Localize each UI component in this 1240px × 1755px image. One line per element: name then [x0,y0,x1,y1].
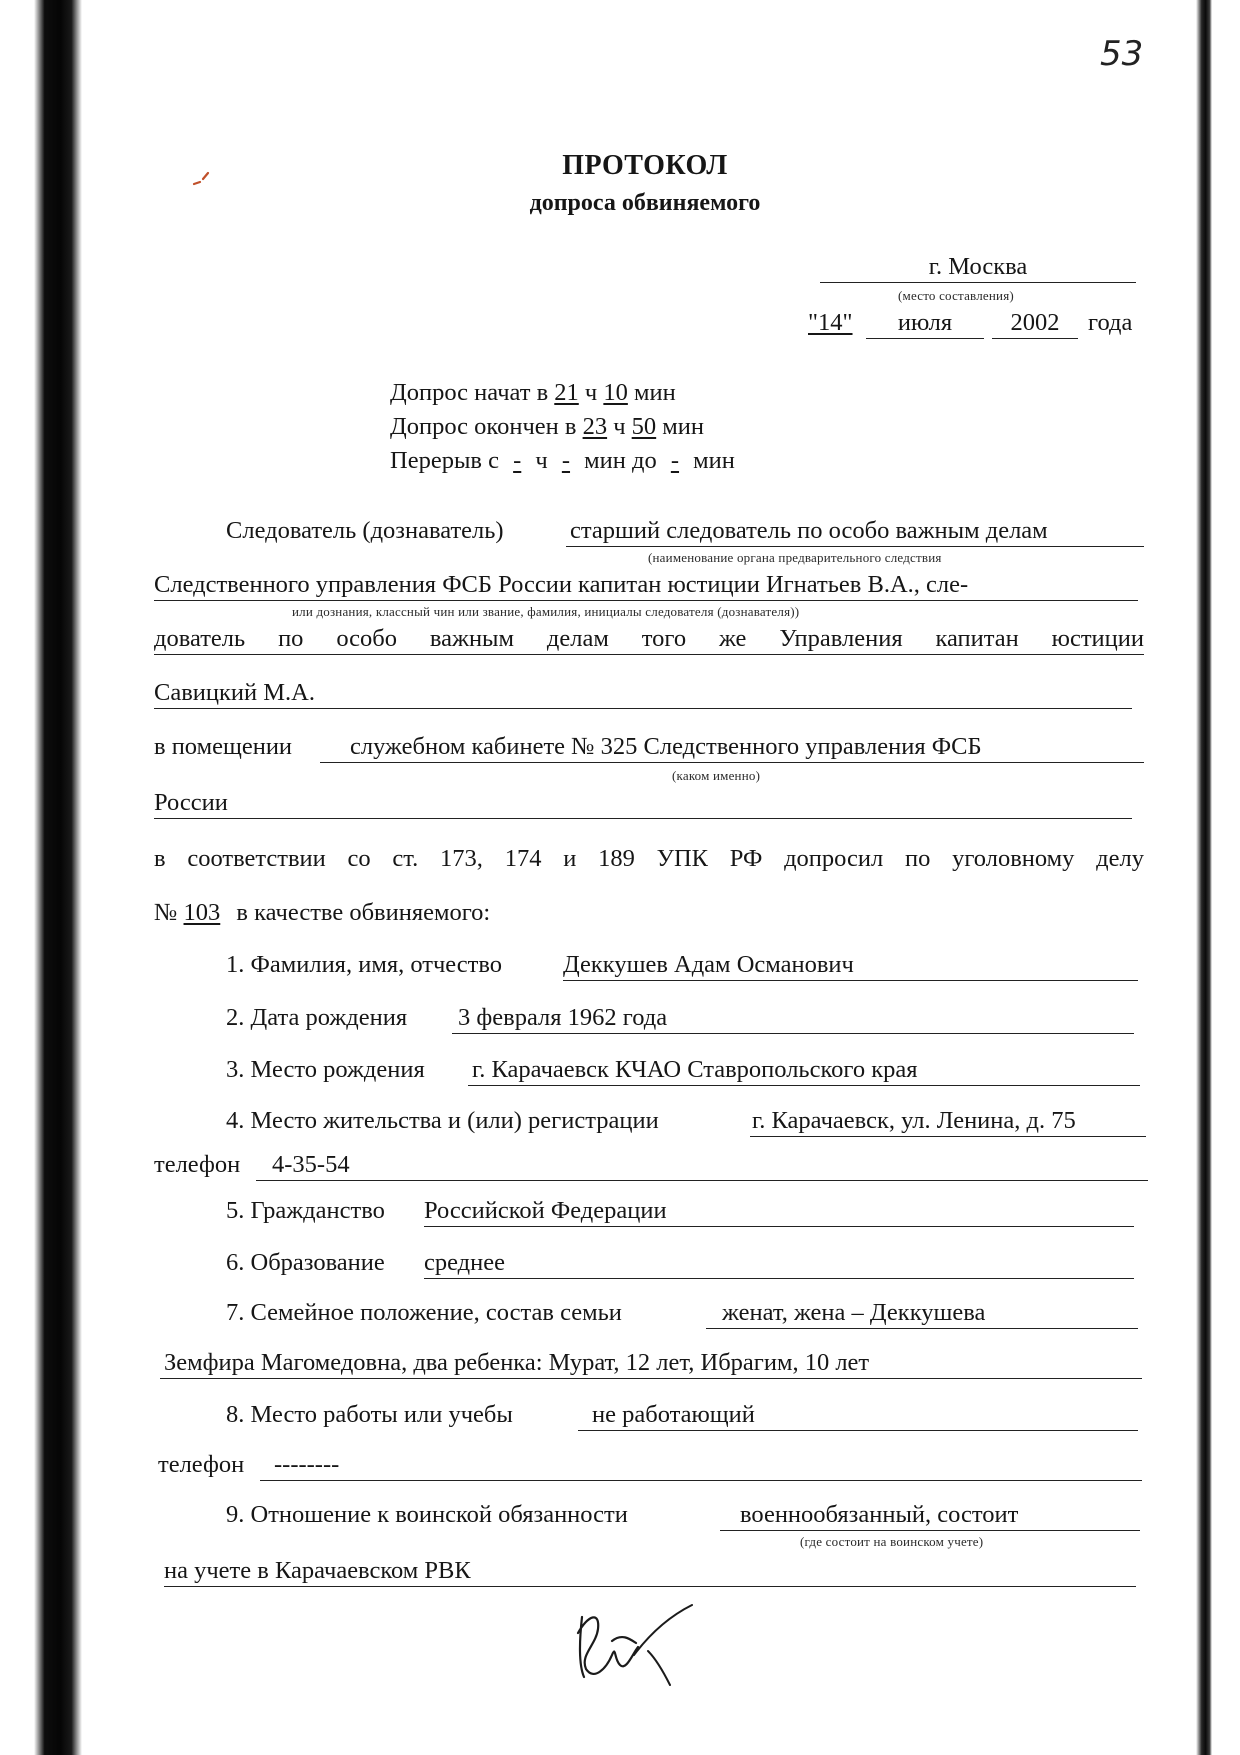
place-field [820,252,1136,283]
legal-basis: в соответствии со ст. 173, 174 и 189 УПК РФ допросил по уголовному делу [154,845,1144,872]
field-work-label: 8. Место работы или учебы [226,1401,513,1428]
field-family-label: 7. Семейное положение, состав семьи [226,1299,622,1326]
field-phone: 4-35-54 [256,1150,1148,1181]
field-residence: г. Карачаевск, ул. Ленина, д. 75 [750,1106,1146,1137]
date-month-field [866,308,984,339]
investigator-hint-1: (наименование органа предварительного следствия [648,550,942,565]
case-number: 103 [183,899,221,926]
field-work-phone-label: телефон [158,1451,245,1478]
break-minute: - [561,447,571,474]
field-birth-place: г. Карачаевск КЧАО Ставропольского края [468,1055,1140,1086]
interrogation-start: Допрос начат в 21 ч 10 мин [390,379,676,406]
date-year-field [992,308,1078,339]
document-subtitle: допроса обвиняемого [529,190,761,216]
start-minute: 10 [603,379,628,406]
field-education: среднее [424,1248,1134,1279]
scan-shadow-right [1196,0,1212,1755]
field-family-1: женат, жена – Деккушева [706,1298,1138,1329]
field-citizenship: Российской Федерации [424,1196,1134,1227]
investigator-hint-2: или дознания, классный чин или звание, фамилия, инициалы следователя (дознавателя)) [292,604,800,619]
field-work-phone: -------- [260,1450,1142,1481]
field-residence-label: 4. Место жительства и (или) регистрации [226,1107,659,1134]
place-hint: (место составления) [898,288,1014,303]
room-line-1: служебном кабинете № 325 Следственного управления ФСБ [320,732,1144,763]
room-line-2: России [154,788,1132,819]
field-birth-place-label: 3. Место рождения [226,1056,425,1083]
date-line [808,308,853,338]
break-hour: - [513,447,522,474]
field-military-1: военнообязанный, состоит [720,1500,1140,1531]
field-birth-date-label: 2. Дата рождения [226,1004,408,1031]
field-birth-date: 3 февраля 1962 года [452,1003,1134,1034]
room-hint: (каком именно) [672,768,761,783]
document-title: ПРОТОКОЛ [562,150,728,181]
field-full-name-label: 1. Фамилия, имя, отчество [226,951,503,978]
investigator-label: Следователь (дознаватель) [226,517,504,544]
field-family-2: Земфира Магомедовна, два ребенка: Мурат, 12 лет, Ибрагим, 10 лет [160,1348,1142,1379]
field-military-2: на учете в Карачаевском РВК [164,1556,1136,1587]
investigator-line-1: старший следователь по особо важным делам [566,516,1144,547]
date-year: 2002 [1010,309,1060,336]
page-number: 53 [1100,34,1144,74]
date-month: июля [897,309,953,336]
break-end: - [670,447,680,474]
field-military-hint: (где состоит на воинском учете) [800,1534,984,1549]
interrogation-end: Допрос окончен в 23 ч 50 мин [390,413,705,440]
field-citizenship-label: 5. Гражданство [226,1197,385,1224]
room-label: в помещении [154,733,293,760]
case-number-line: № 103 в качестве обвиняемого: [154,899,491,926]
place-value: г. Москва [928,253,1028,280]
interrogation-break: Перерыв с - ч - мин до - мин [390,447,735,474]
field-work: не работающий [578,1400,1138,1431]
date-day: "14" [808,309,853,336]
field-phone-label: телефон [154,1151,241,1178]
end-minute: 50 [631,413,657,440]
date-suffix: года [1088,309,1133,336]
investigator-line-4: Савицкий М.А. [154,678,1132,709]
scan-shadow-left [34,0,82,1755]
signature-icon [560,1585,710,1695]
field-military-label: 9. Отношение к воинской обязанности [226,1501,628,1528]
investigator-line-3: дователь по особо важным делам того же Управления капитан юстиции [154,624,1144,655]
investigator-line-2: Следственного управления ФСБ России капитан юстиции Игнатьев В.А., сле- [154,570,1138,601]
field-full-name: Деккушев Адам Османович [563,950,1138,981]
end-hour: 23 [582,413,608,440]
start-hour: 21 [554,379,579,406]
field-education-label: 6. Образование [226,1249,385,1276]
